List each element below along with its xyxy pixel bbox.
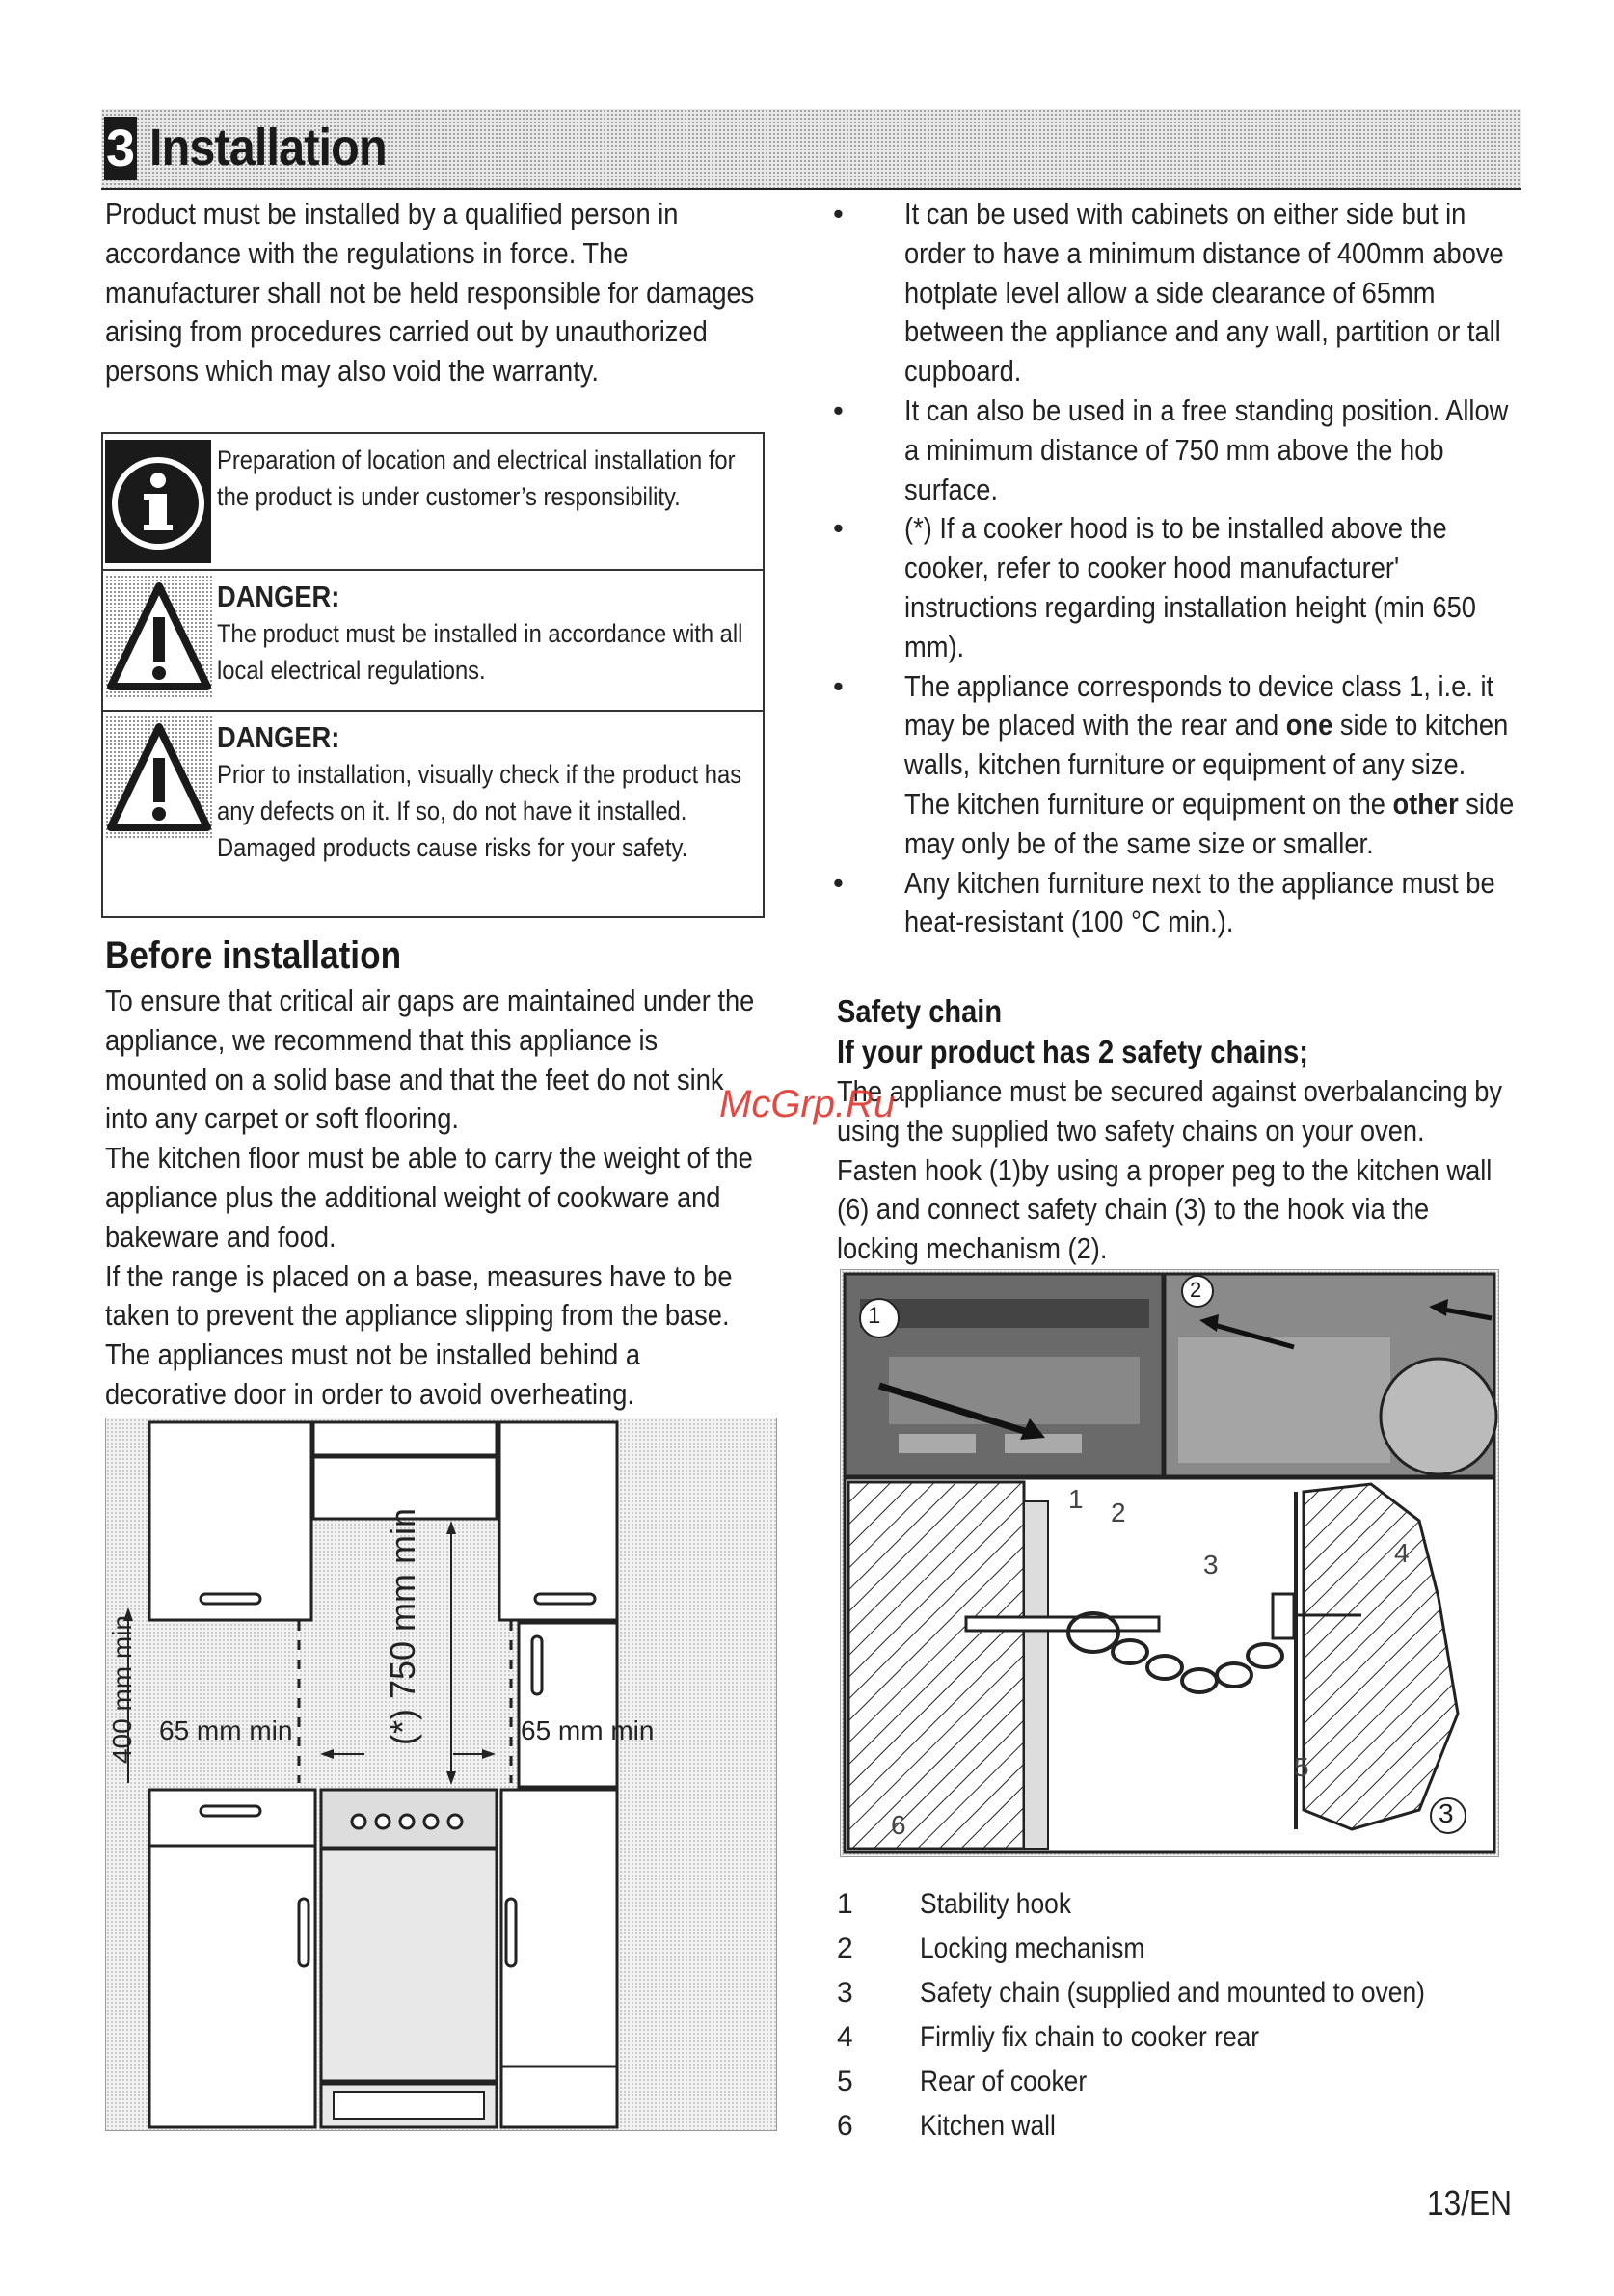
notice-danger-2 [103, 712, 763, 916]
legend-row: 1 Stability hook [837, 1888, 1072, 1920]
dimension-label-side-height: 400 mm min [107, 1614, 137, 1765]
installation-bullets [829, 195, 1523, 942]
part-label-1: 1 [1068, 1484, 1084, 1514]
dimension-label-right: 65 mm min [521, 1715, 655, 1745]
part-label-6: 6 [891, 1810, 906, 1840]
notice-box [101, 432, 765, 918]
section-heading: Before installation [105, 934, 402, 977]
info-icon [105, 440, 211, 563]
safety-chain-subheading: If your product has 2 safety chains; [837, 1034, 1308, 1069]
callout-1: 1 [868, 1303, 881, 1329]
warning-icon [105, 716, 213, 839]
intro-paragraph: Product must be installed by a qualified person in accordance with the regulations in force. The manufacturer shall not be held responsible for damages arising from procedures carried out by unauthorized persons which may also void the warranty. [105, 197, 755, 389]
part-label-2: 2 [1111, 1498, 1126, 1527]
dimension-label-top-height: (*) 750 mm min [383, 1507, 422, 1746]
page-number: 13/EN [1427, 2183, 1513, 2223]
warning-icon [105, 575, 213, 698]
part-label-4: 4 [1394, 1538, 1410, 1568]
part-label-3: 3 [1203, 1550, 1219, 1580]
callout-3: 3 [1439, 1798, 1454, 1828]
before-installation-text [105, 982, 767, 1415]
list-item: • It can also be used in a free standing position. Allow a minimum distance of 750 mm above the hob surface. [833, 392, 1509, 506]
part-label-5: 5 [1294, 1752, 1309, 1782]
danger-title: DANGER: [217, 580, 340, 613]
notice-text [217, 719, 768, 866]
list-item: • It can be used with cabinets on either side but in order to have a minimum distance of 400mm above hotplate level allow a side clearance of 65mm between the appliance and any wall, partition or tall cupboard. [833, 197, 1504, 389]
legend-row: 2 Locking mechanism [837, 1932, 1145, 1964]
legend-row: 4 Firmliy fix chain to cooker rear [837, 2021, 1260, 2053]
callout-2: 2 [1190, 1278, 1202, 1302]
notice-text: Preparation of location and electrical installation for the product is under customer’s responsibility. [217, 446, 736, 511]
legend-row: 6 Kitchen wall [837, 2110, 1056, 2142]
danger-text-2: Damaged products cause risks for your safety. [217, 833, 688, 862]
notice-info [103, 434, 763, 571]
chapter-title: Installation [149, 119, 387, 176]
dimension-label-left: 65 mm min [159, 1715, 293, 1745]
safety-chain-text: The appliance must be secured against overbalancing by using the supplied two safety chains on your oven. Fasten hook (1)by using a proper peg to the kitchen wall (6) and connect safety chain (3) to the hook via the locking mechanism (2). [837, 1074, 1503, 1266]
chapter-header [101, 109, 1521, 190]
list-item: • (*) If a cooker hood is to be installed above the cooker, refer to cooker hood manufacturer' instructions regarding installation height (min 650 mm). [833, 511, 1476, 663]
safety-chain-diagram [840, 1269, 1499, 1857]
safety-chain-heading: Safety chain [837, 993, 1003, 1029]
danger-text: The product must be installed in accordance with all local electrical regulations. [217, 619, 743, 685]
clearance-diagram [105, 1418, 777, 2131]
legend-row: 3 Safety chain (supplied and mounted to oven) [837, 1977, 1425, 2009]
paragraph: The kitchen floor must be able to carry the weight of the appliance plus the additional weight of cookware and bakeware and food. [105, 1141, 753, 1254]
list-item: • The appliance corresponds to device class 1, i.e. it may be placed with the rear and one side to kitchen walls, kitchen furniture or equipment of any size. The kitchen furniture or equipment on the other side may only be of the same size or smaller. [833, 668, 1515, 860]
notice-danger-1 [103, 571, 763, 712]
danger-title: DANGER: [217, 720, 340, 754]
watermark: McGrp.Ru [719, 1083, 896, 1125]
list-item: • Any kitchen furniture next to the appliance must be heat-resistant (100 °C min.). [833, 865, 1495, 939]
notice-text [217, 579, 768, 689]
paragraph: If the range is placed on a base, measures have to be taken to prevent the appliance slipping from the base. [105, 1258, 733, 1333]
parts-legend [837, 1882, 1512, 2148]
paragraph: To ensure that critical air gaps are maintained under the appliance, we recommend that this appliance is mounted on a solid base and that the feet do not sink into any carpet or soft flooring. [105, 984, 755, 1136]
legend-row: 5 Rear of cooker [837, 2066, 1088, 2097]
chapter-number: 3 [104, 117, 137, 180]
paragraph: The appliances must not be installed behind a decorative door in order to avoid overheating. [105, 1337, 641, 1411]
danger-text: Prior to installation, visually check if the product has any defects on it. If so, do not have it installed. [217, 760, 742, 825]
